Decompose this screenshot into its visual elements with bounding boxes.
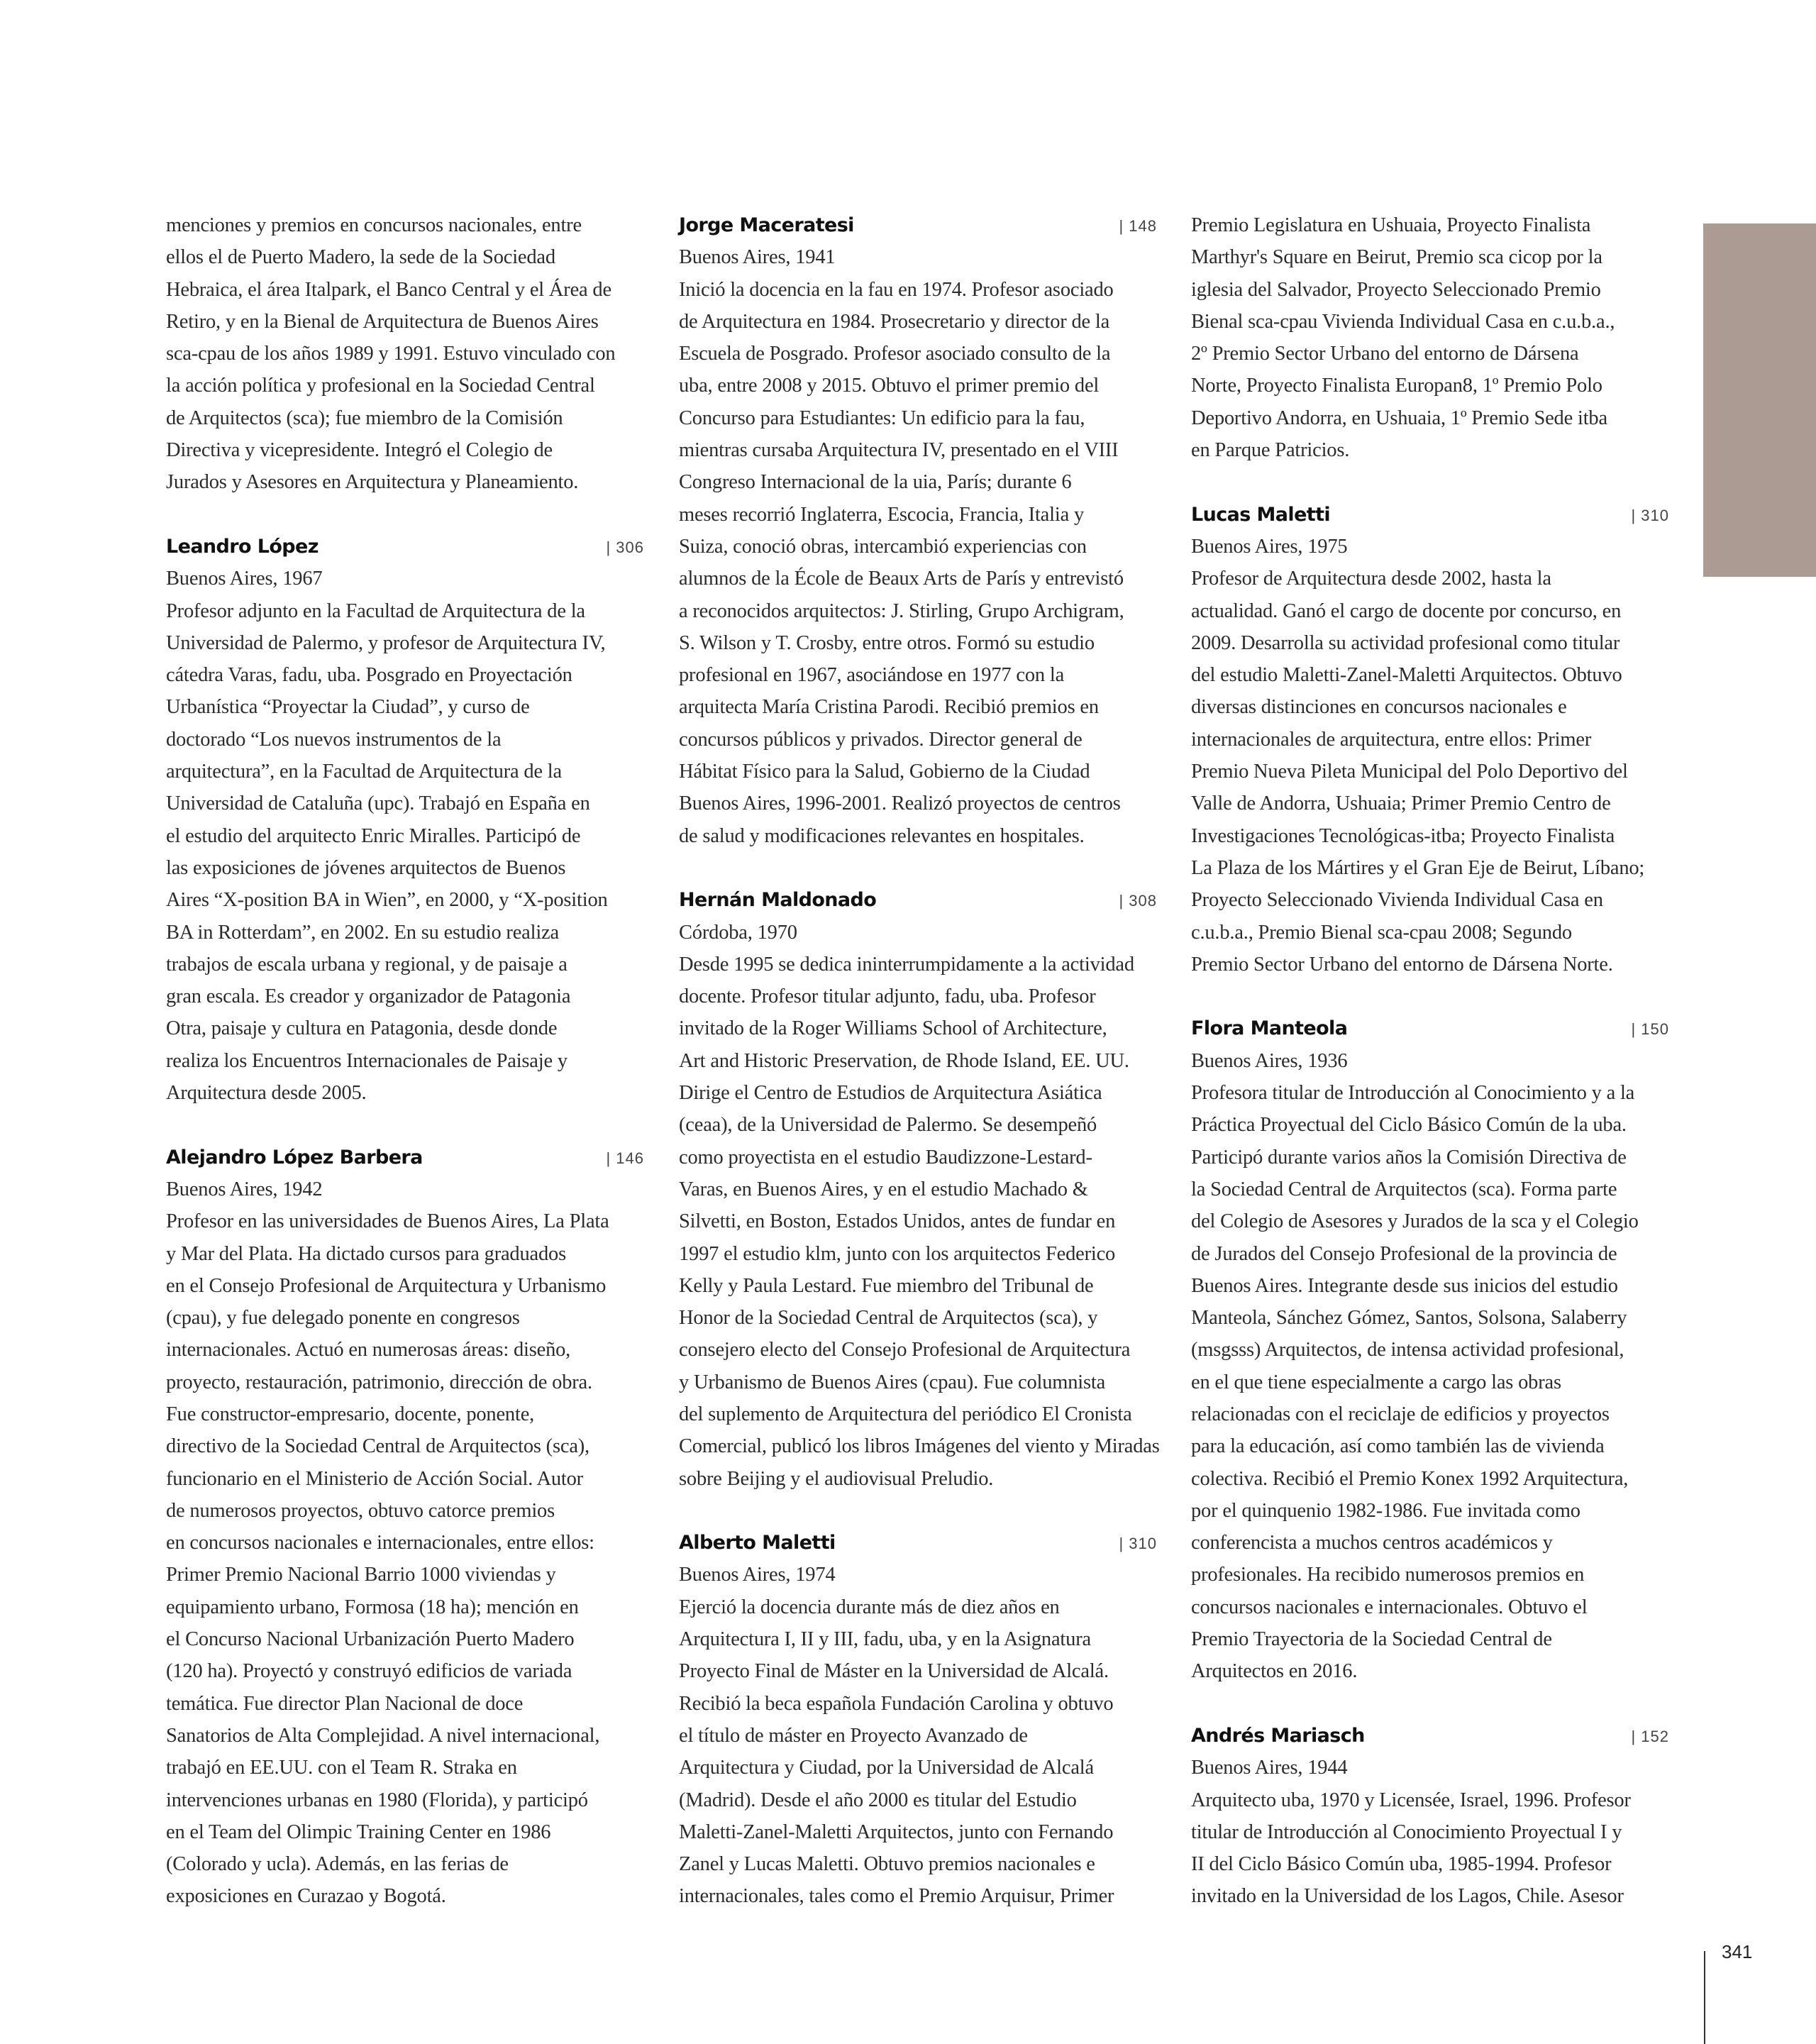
text-line: c.u.b.a., Premio Bienal sca-cpau 2008; Segundo: [1191, 921, 1572, 944]
text-line: (cpau), y fue delegado ponente en congresos: [166, 1307, 520, 1330]
text-line: Hábitat Físico para la Salud, Gobierno de la Ciudad: [679, 761, 1090, 783]
text-line: Arquitectos en 2016.: [1191, 1660, 1358, 1683]
text-line: Valle de Andorra, Ushuaia; Primer Premio Centro de: [1191, 792, 1611, 815]
text-line: Universidad de Palermo, y profesor de Arquitectura IV,: [166, 631, 606, 654]
text-line: directivo de la Sociedad Central de Arquitectos (sca),: [166, 1435, 589, 1458]
text-line: arquitecta María Cristina Parodi. Recibió premios en: [679, 696, 1099, 719]
text-line: y Mar del Plata. Ha dictado cursos para graduados: [166, 1242, 566, 1265]
text-line: Investigaciones Tecnológicas-itba; Proyecto Finalista: [1191, 824, 1615, 847]
text-line: intervenciones urbanas en 1980 (Florida), y participó: [166, 1789, 588, 1811]
entry-separator: [1191, 1688, 1672, 1720]
text-line: en Parque Patricios.: [1191, 439, 1350, 462]
entry-heading: [166, 531, 647, 563]
text-line: en el Team del Olimpic Training Center en 1986: [166, 1821, 551, 1843]
text-line: exposiciones en Curazao y Bogotá.: [166, 1885, 446, 1908]
text-line: temática. Fue director Plan Nacional de doce: [166, 1692, 524, 1715]
text-line: Proyecto Final de Máster en la Universidad de Alcalá.: [679, 1660, 1109, 1683]
text-line: gran escala. Es creador y organizador de Patagonia: [166, 985, 571, 1008]
text-line: Suiza, conoció obras, intercambió experiencias con: [679, 535, 1087, 558]
text-line: como proyectista en el estudio Baudizzone-Lestard-: [679, 1146, 1092, 1169]
text-line: Buenos Aires, 1942: [166, 1178, 323, 1200]
text-line: Kelly y Paula Lestard. Fue miembro del Tribunal de: [679, 1274, 1094, 1297]
text-line: realiza los Encuentros Internacionales de Paisaje y: [166, 1049, 568, 1072]
text-line: profesional en 1967, asociándose en 1977 con la: [679, 664, 1065, 687]
text-line: Fue constructor-empresario, docente, ponente,: [166, 1403, 535, 1425]
page-reference: | 146: [606, 1149, 644, 1167]
text-line: invitado en la Universidad de los Lagos, Chile. Asesor: [1191, 1885, 1624, 1908]
text-line: Concurso para Estudiantes: Un edificio para la fau,: [679, 407, 1085, 429]
text-line: Primer Premio Nacional Barrio 1000 viviendas y: [166, 1564, 556, 1586]
text-line: (Colorado y ucla). Además, en las ferias de: [166, 1853, 509, 1876]
text-line: Profesor en las universidades de Buenos Aires, La Plata: [166, 1210, 609, 1233]
text-line: Buenos Aires, 1936: [1191, 1049, 1348, 1072]
text-line: Otra, paisaje y cultura en Patagonia, desde donde: [166, 1017, 558, 1040]
text-line: Buenos Aires, 1996-2001. Realizó proyectos de centros: [679, 792, 1121, 815]
text-line: invitado de la Roger Williams School of Architecture,: [679, 1017, 1107, 1040]
text-column-2: [679, 209, 1160, 1913]
text-line: internacionales de arquitectura, entre ellos: Primer: [1191, 728, 1592, 751]
text-line: concursos públicos y privados. Director general de: [679, 728, 1083, 751]
text-line: meses recorrió Inglaterra, Escocia, Francia, Italia y: [679, 503, 1084, 526]
architect-name: Leandro López: [166, 535, 319, 558]
text-line: de Jurados del Consejo Profesional de la provincia de: [1191, 1242, 1617, 1265]
text-line: Ejerció la docencia durante más de diez años en: [679, 1596, 1060, 1618]
text-line: alumnos de la École de Beaux Arts de París y entrevistó: [679, 568, 1124, 590]
text-line: de numerosos proyectos, obtuvo catorce premios: [166, 1499, 555, 1522]
text-column-3: [1191, 209, 1672, 1913]
architect-name: Hernán Maldonado: [679, 889, 877, 912]
text-line: internacionales. Actuó en numerosas áreas: diseño,: [166, 1339, 571, 1361]
text-line: el Concurso Nacional Urbanización Puerto Madero: [166, 1628, 575, 1651]
text-line: menciones y premios en concursos nacionales, entre: [166, 214, 582, 236]
text-line: (Madrid). Desde el año 2000 es titular del Estudio: [679, 1789, 1077, 1811]
text-line: Congreso Internacional de la uia, París; durante 6: [679, 471, 1072, 494]
text-line: del estudio Maletti-Zanel-Maletti Arquitectos. Obtuvo: [1191, 664, 1622, 687]
text-line: Buenos Aires, 1967: [166, 568, 323, 590]
text-line: relacionadas con el reciclaje de edificios y proyectos: [1191, 1403, 1610, 1425]
text-line: BA in Rotterdam”, en 2002. En su estudio realiza: [166, 921, 559, 944]
text-line: Jurados y Asesores en Arquitectura y Planeamiento.: [166, 471, 579, 494]
text-line: Participó durante varios años la Comisión Directiva de: [1191, 1146, 1627, 1169]
architect-name: Jorge Maceratesi: [679, 214, 854, 236]
page-reference: | 308: [1119, 892, 1157, 910]
text-line: Córdoba, 1970: [679, 921, 797, 944]
entry-heading: [1191, 1720, 1672, 1752]
text-line: Profesor de Arquitectura desde 2002, hasta la: [1191, 568, 1551, 590]
text-line: para la educación, así como también las de vivienda: [1191, 1435, 1605, 1458]
text-line: uba, entre 2008 y 2015. Obtuvo el primer premio del: [679, 375, 1100, 397]
text-line: por el quinquenio 1982-1986. Fue invitada como: [1191, 1499, 1580, 1522]
text-line: Marthyr's Square en Beirut, Premio sca cicop por la: [1191, 246, 1602, 269]
text-line: conferencista a muchos centros académicos y: [1191, 1532, 1553, 1554]
text-line: 1997 el estudio klm, junto con los arquitectos Federico: [679, 1242, 1116, 1265]
text-line: Buenos Aires. Integrante desde sus inicios del estudio: [1191, 1274, 1618, 1297]
entry-separator: [1191, 466, 1672, 498]
text-line: a reconocidos arquitectos: J. Stirling, Grupo Archigram,: [679, 600, 1124, 622]
text-line: cátedra Varas, fadu, uba. Posgrado en Proyectación: [166, 664, 572, 687]
text-line: profesionales. Ha recibido numerosos premios en: [1191, 1564, 1585, 1586]
entry-separator: [679, 852, 1160, 884]
text-line: el título de máster en Proyecto Avanzado de: [679, 1724, 1028, 1747]
text-line: Profesor adjunto en la Facultad de Arquitectura de la: [166, 600, 585, 622]
entry-separator: [166, 1109, 647, 1141]
text-line: (msgsss) Arquitectos, de intensa actividad profesional,: [1191, 1339, 1624, 1361]
text-line: Bienal sca-cpau Vivienda Individual Casa en c.u.b.a.,: [1191, 310, 1615, 333]
entry-heading: [1191, 1012, 1672, 1044]
text-line: mientras cursaba Arquitectura IV, presentado en el VIII: [679, 439, 1119, 462]
text-line: Buenos Aires, 1941: [679, 246, 836, 269]
folio-rule: [1704, 1951, 1705, 2044]
text-line: Inició la docencia en la fau en 1974. Profesor asociado: [679, 278, 1114, 301]
text-line: funcionario en el Ministerio de Acción Social. Autor: [166, 1467, 583, 1490]
text-line: de Arquitectos (sca); fue miembro de la Comisión: [166, 407, 563, 429]
text-line: Desde 1995 se dedica ininterrumpidamente a la actividad: [679, 953, 1134, 976]
text-line: en el Consejo Profesional de Arquitectura y Urbanismo: [166, 1274, 607, 1297]
architect-name: Alejandro López Barbera: [166, 1146, 423, 1169]
text-line: diversas distinciones en concursos nacionales e: [1191, 696, 1567, 719]
text-line: Profesora titular de Introducción al Conocimiento y a la: [1191, 1082, 1635, 1105]
text-line: sca-cpau de los años 1989 y 1991. Estuvo vinculado con: [166, 343, 616, 365]
page-reference: | 310: [1631, 506, 1669, 524]
text-line: (120 ha). Proyectó y construyó edificios de variada: [166, 1660, 572, 1683]
page-reference: | 150: [1631, 1020, 1669, 1039]
text-line: consejero electo del Consejo Profesional de Arquitectura: [679, 1339, 1131, 1361]
text-line: Silvetti, en Boston, Estados Unidos, antes de fundar en: [679, 1210, 1116, 1233]
entry-separator: [1191, 980, 1672, 1012]
entry-heading: [679, 884, 1160, 916]
text-line: Hebraica, el área Italpark, el Banco Central y el Área de: [166, 278, 611, 301]
text-line: de salud y modificaciones relevantes en hospitales.: [679, 824, 1085, 847]
text-line: titular de Introducción al Conocimiento Proyectual I y: [1191, 1821, 1622, 1843]
text-line: Arquitectura desde 2005.: [166, 1082, 367, 1105]
text-line: Dirige el Centro de Estudios de Arquitectura Asiática: [679, 1082, 1102, 1105]
text-column-1: [166, 209, 647, 1913]
text-line: Deportivo Andorra, en Ushuaia, 1º Premio Sede itba: [1191, 407, 1607, 429]
text-line: las exposiciones de jóvenes arquitectos de Buenos: [166, 856, 566, 879]
text-line: Práctica Proyectual del Ciclo Básico Común de la uba.: [1191, 1114, 1627, 1137]
text-line: doctorado “Los nuevos instrumentos de la: [166, 728, 502, 751]
text-line: II del Ciclo Básico Común uba, 1985-1994. Profesor: [1191, 1853, 1612, 1876]
text-line: ellos el de Puerto Madero, la sede de la Sociedad: [166, 246, 555, 269]
text-line: 2º Premio Sector Urbano del entorno de Dársena: [1191, 343, 1579, 365]
architect-name: Alberto Maletti: [679, 1532, 836, 1554]
text-line: concursos nacionales e internacionales. Obtuvo el: [1191, 1596, 1588, 1618]
text-line: Directiva y vicepresidente. Integró el Colegio de: [166, 439, 553, 462]
text-line: Premio Nueva Pileta Municipal del Polo Deportivo del: [1191, 761, 1628, 783]
entry-heading: [1191, 499, 1672, 531]
text-line: docente. Profesor titular adjunto, fadu, uba. Profesor: [679, 985, 1096, 1008]
text-line: actualidad. Ganó el cargo de docente por concurso, en: [1191, 600, 1622, 622]
text-line: del suplemento de Arquitectura del periódico El Cronista: [679, 1403, 1132, 1425]
text-line: trabajó en EE.UU. con el Team R. Straka en: [166, 1757, 517, 1779]
text-line: (ceaa), de la Universidad de Palermo. Se desempeñó: [679, 1114, 1097, 1137]
architect-name: Lucas Maletti: [1191, 503, 1331, 526]
text-line: Sanatorios de Alta Complejidad. A nivel internacional,: [166, 1724, 600, 1747]
text-line: Premio Sector Urbano del entorno de Dársena Norte.: [1191, 953, 1613, 976]
page-reference: | 306: [606, 538, 644, 556]
text-line: en el que tiene especialmente a cargo las obras: [1191, 1371, 1561, 1393]
text-line: colectiva. Recibió el Premio Konex 1992 Arquitectura,: [1191, 1467, 1629, 1490]
text-line: Premio Legislatura en Ushuaia, Proyecto Finalista: [1191, 214, 1591, 236]
text-line: Zanel y Lucas Maletti. Obtuvo premios nacionales e: [679, 1853, 1095, 1876]
architect-name: Flora Manteola: [1191, 1017, 1348, 1040]
text-line: Recibió la beca española Fundación Carolina y obtuvo: [679, 1692, 1114, 1715]
text-line: Arquitecto uba, 1970 y Licensée, Israel, 1996. Profesor: [1191, 1789, 1631, 1811]
text-line: en concursos nacionales e internacionales, entre ellos:: [166, 1532, 594, 1554]
entry-heading: [166, 1142, 647, 1173]
text-line: arquitectura”, en la Facultad de Arquitectura de la: [166, 761, 562, 783]
text-line: Escuela de Posgrado. Profesor asociado consulto de la: [679, 343, 1111, 365]
text-line: Honor de la Sociedad Central de Arquitectos (sca), y: [679, 1307, 1098, 1330]
text-line: y Urbanismo de Buenos Aires (cpau). Fue columnista: [679, 1371, 1106, 1393]
page-reference: | 152: [1631, 1727, 1669, 1745]
text-line: Maletti-Zanel-Maletti Arquitectos, junto con Fernando: [679, 1821, 1114, 1843]
text-line: trabajos de escala urbana y regional, y de paisaje a: [166, 953, 568, 976]
text-line: la acción política y profesional en la Sociedad Central: [166, 375, 595, 397]
text-line: La Plaza de los Mártires y el Gran Eje de Beirut, Líbano;: [1191, 856, 1645, 879]
entry-separator: [166, 499, 647, 531]
text-line: Retiro, y en la Bienal de Arquitectura de Buenos Aires: [166, 310, 599, 333]
section-side-tab: [1703, 223, 1816, 577]
text-line: Proyecto Seleccionado Vivienda Individual Casa en: [1191, 889, 1603, 912]
text-line: la Sociedad Central de Arquitectos (sca). Forma parte: [1191, 1178, 1617, 1200]
text-line: Universidad de Cataluña (upc). Trabajó en España en: [166, 792, 590, 815]
text-line: iglesia del Salvador, Proyecto Seleccionado Premio: [1191, 278, 1601, 301]
text-line: Buenos Aires, 1975: [1191, 535, 1348, 558]
text-line: Arquitectura y Ciudad, por la Universidad de Alcalá: [679, 1757, 1094, 1779]
page-reference: | 310: [1119, 1535, 1157, 1553]
text-line: sobre Beijing y el audiovisual Preludio.: [679, 1467, 994, 1490]
text-line: Comercial, publicó los libros Imágenes del viento y Miradas: [679, 1435, 1160, 1458]
text-line: Arquitectura I, II y III, fadu, uba, y en la Asignatura: [679, 1628, 1091, 1651]
text-line: internacionales, tales como el Premio Arquisur, Primer: [679, 1885, 1114, 1908]
text-line: Buenos Aires, 1974: [679, 1564, 836, 1586]
text-line: Urbanística “Proyectar la Ciudad”, y curso de: [166, 696, 530, 719]
text-line: S. Wilson y T. Crosby, entre otros. Formó su estudio: [679, 631, 1095, 654]
entry-separator: [679, 1495, 1160, 1527]
entry-heading: [679, 1527, 1160, 1559]
text-line: Premio Trayectoria de la Sociedad Central de: [1191, 1628, 1552, 1651]
text-line: el estudio del arquitecto Enric Miralles. Participó de: [166, 824, 581, 847]
text-line: de Arquitectura en 1984. Prosecretario y director de la: [679, 310, 1110, 333]
text-line: Art and Historic Preservation, de Rhode Island, EE. UU.: [679, 1049, 1129, 1072]
text-line: proyecto, restauración, patrimonio, dirección de obra.: [166, 1371, 592, 1393]
text-line: 2009. Desarrolla su actividad profesional como titular: [1191, 631, 1620, 654]
text-line: Norte, Proyecto Finalista Europan8, 1º Premio Polo: [1191, 375, 1602, 397]
page-number: 341: [1722, 1941, 1753, 1962]
text-line: del Colegio de Asesores y Jurados de la sca y el Colegio: [1191, 1210, 1639, 1233]
entry-heading: [679, 209, 1160, 241]
text-line: Buenos Aires, 1944: [1191, 1757, 1348, 1779]
architect-name: Andrés Mariasch: [1191, 1724, 1365, 1747]
page-reference: | 148: [1119, 217, 1157, 235]
text-line: Varas, en Buenos Aires, y en el estudio Machado &: [679, 1178, 1088, 1200]
text-line: equipamiento urbano, Formosa (18 ha); mención en: [166, 1596, 579, 1618]
text-line: Manteola, Sánchez Gómez, Santos, Solsona, Salaberry: [1191, 1307, 1627, 1330]
text-line: Aires “X-position BA in Wien”, en 2000, y “X-position: [166, 889, 608, 912]
